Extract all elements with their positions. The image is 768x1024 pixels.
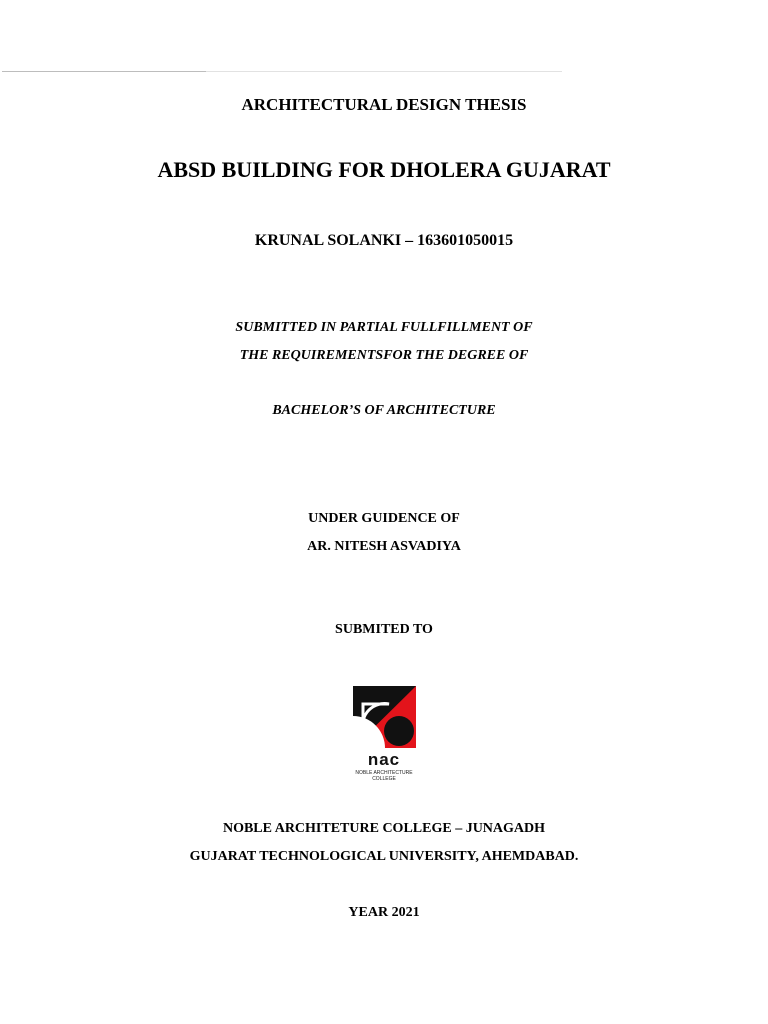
degree-name: BACHELOR’S OF ARCHITECTURE — [272, 403, 496, 418]
thesis-title: ABSD BUILDING FOR DHOLERA GUJARAT — [157, 157, 611, 182]
guide-name: AR. NITESH ASVADIYA — [307, 539, 461, 554]
year: YEAR 2021 — [348, 905, 420, 920]
submitted-to-label: SUBMITED TO — [335, 622, 433, 637]
logo-caption — [340, 770, 428, 782]
author-line: KRUNAL SOLANKI – 163601050015 — [254, 232, 514, 249]
logo-emblem — [353, 686, 416, 748]
submission-line-1: SUBMITTED IN PARTIAL FULLFILLMENT OF — [235, 320, 533, 335]
college-logo — [349, 684, 419, 784]
guidance-label: UNDER GUIDENCE OF — [308, 511, 460, 526]
university-name: GUJARAT TECHNOLOGICAL UNIVERSITY, AHEMDABAD. — [189, 849, 579, 864]
logo-black-circle — [384, 716, 414, 746]
logo-wordmark: nac — [367, 750, 401, 769]
thesis-type: ARCHITECTURAL DESIGN THESIS — [241, 95, 527, 114]
submission-line-2: THE REQUIREMENTSFOR THE DEGREE OF — [239, 348, 529, 363]
top-rule-left — [2, 71, 206, 72]
logo-caption-line-1: NOBLE ARCHITECTURE — [355, 770, 413, 776]
college-name: NOBLE ARCHITETURE COLLEGE – JUNAGADH — [222, 821, 546, 836]
top-rule-right — [206, 71, 562, 72]
logo-caption-line-2: COLLEGE — [372, 776, 396, 782]
